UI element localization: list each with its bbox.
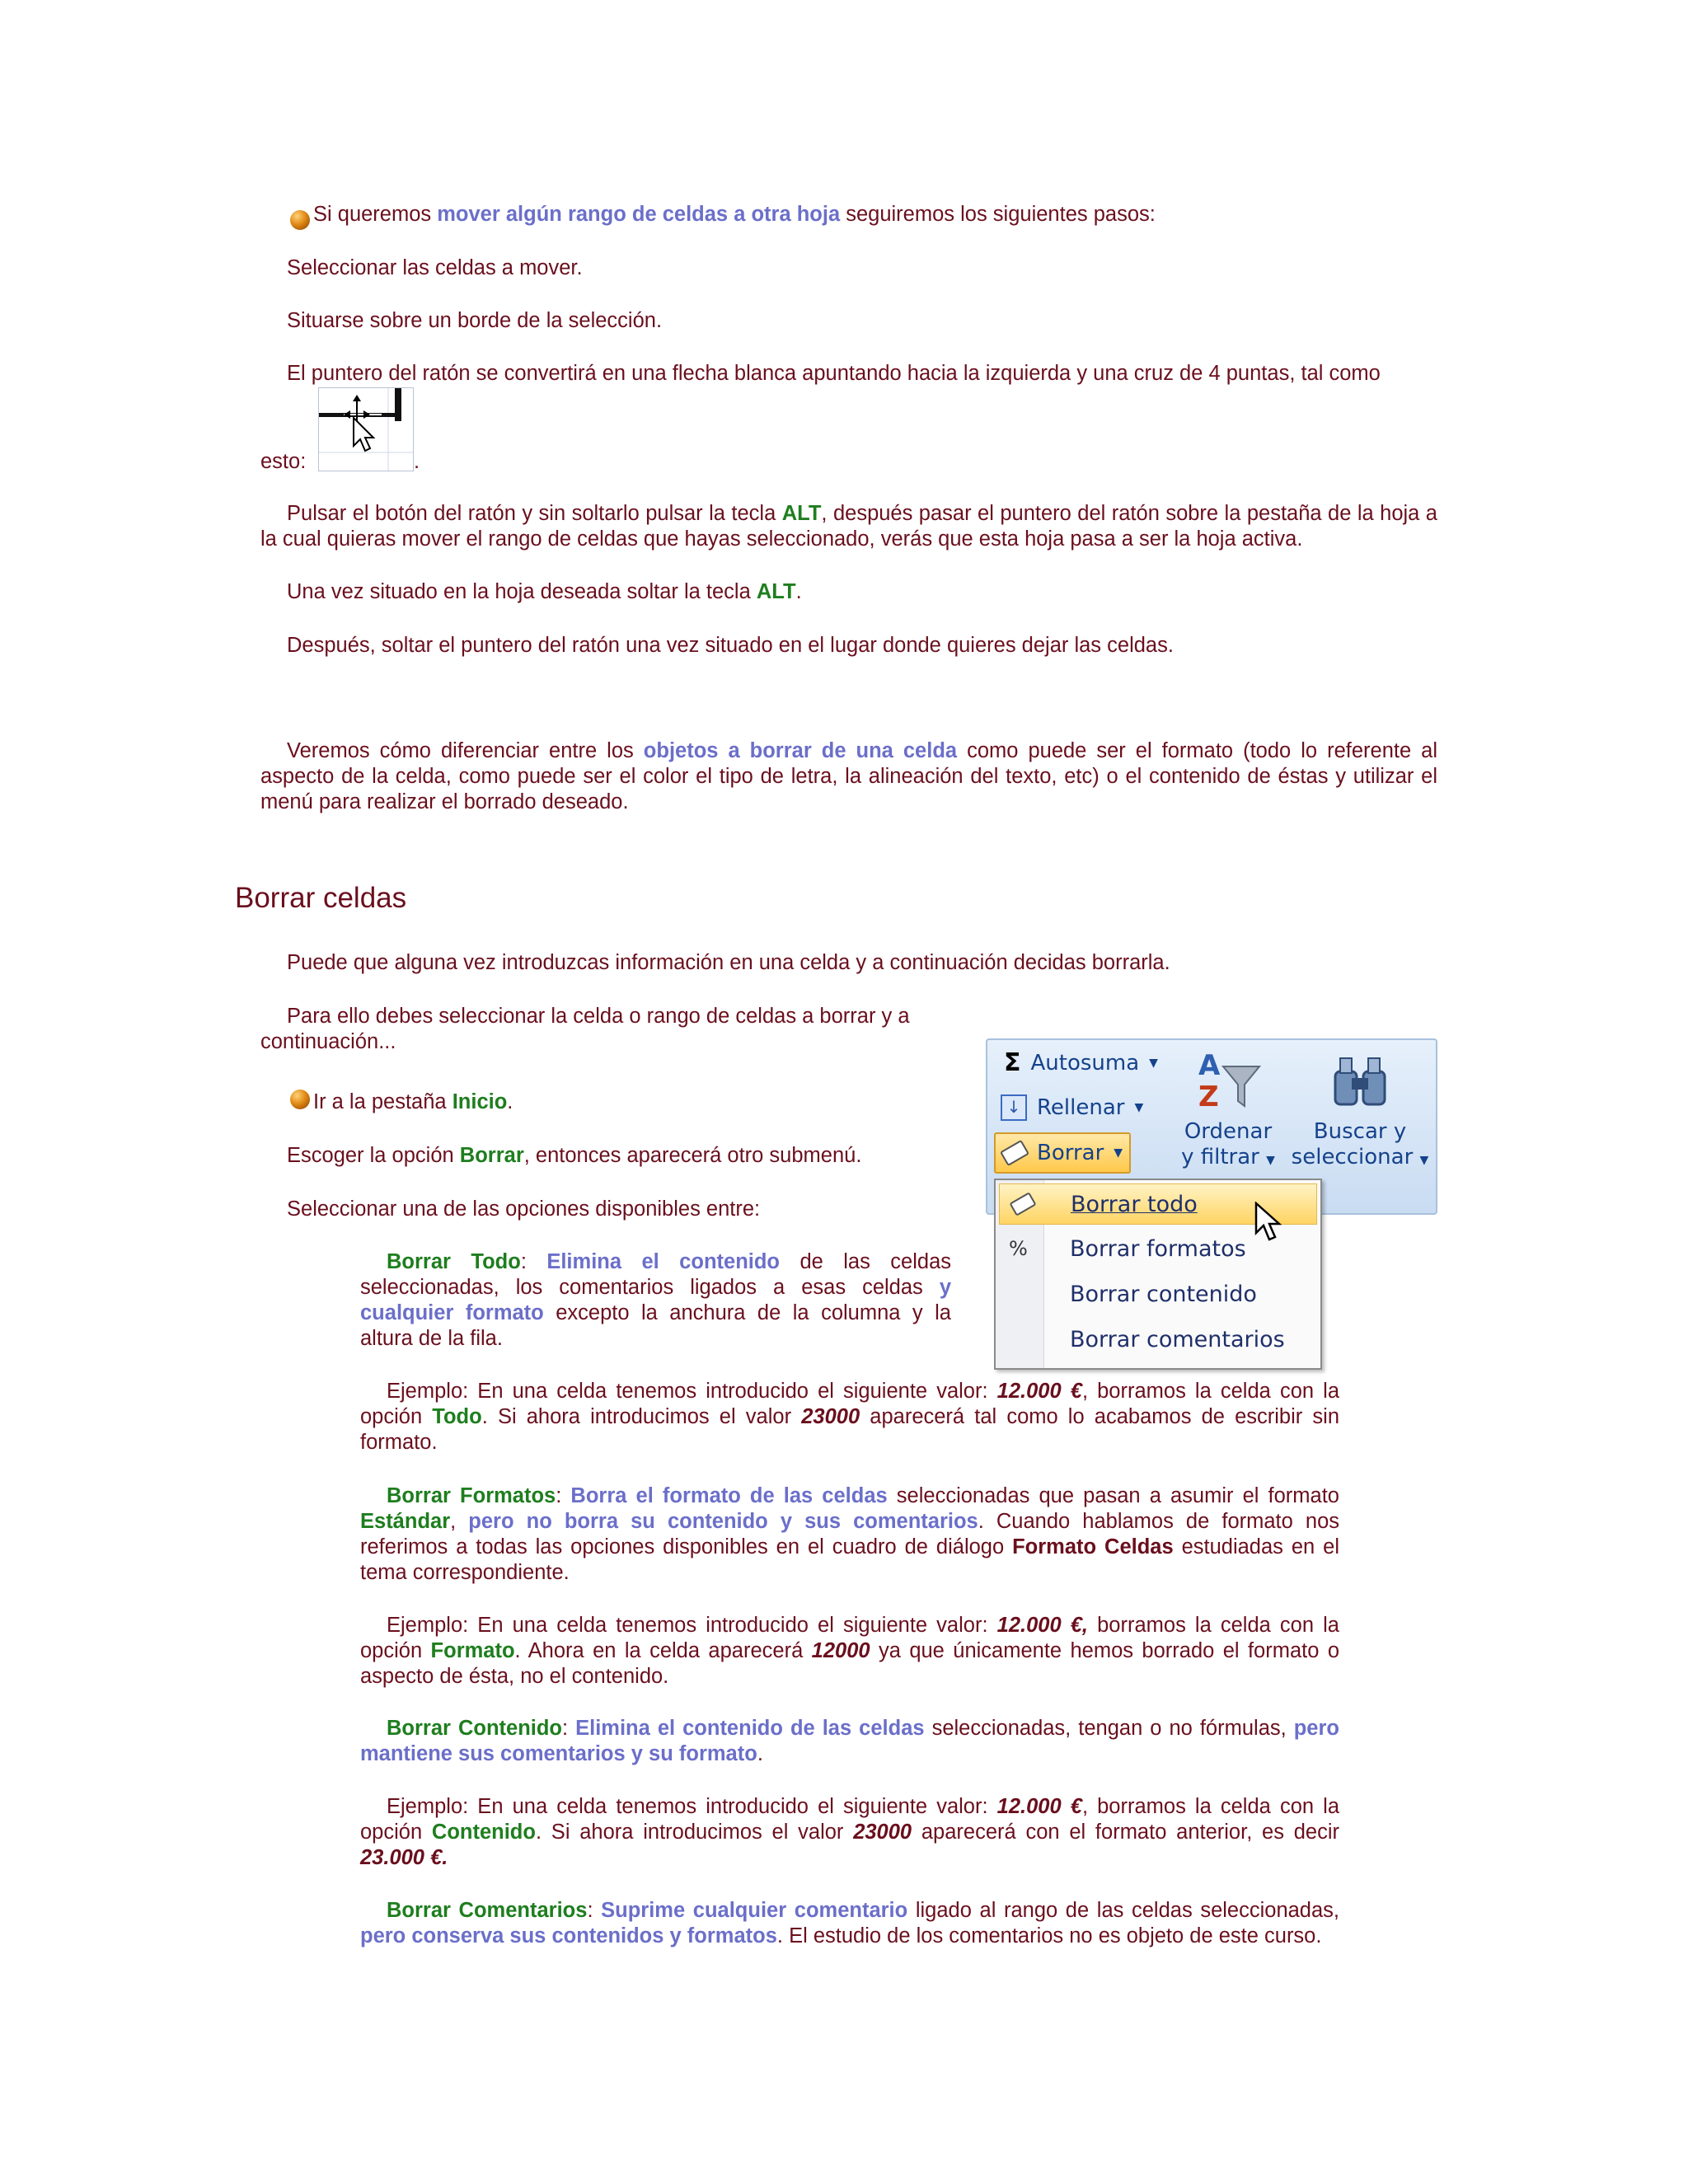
menu-item-borrar-contenido[interactable]: Borrar contenido (1070, 1281, 1257, 1307)
choose-options: Seleccionar una de las opciones disponibles entre: (287, 1197, 761, 1221)
choose-borrar-step: Escoger la opción Borrar, entonces aparecerá otro submenú. (287, 1144, 862, 1167)
tab-inicio-step: Ir a la pestaña Inicio. (290, 1090, 513, 1115)
borrar-todo-example: Ejemplo: En una celda tenemos introducido el siguiente valor: 12.000 €, borramos la celda con la opción Todo. Si ahora introducimos el valor 23000 aparecerá tal como lo acabamos de escribir sin formato. (360, 1380, 1340, 1454)
bullet-icon (290, 1090, 310, 1109)
step-release-alt: Una vez situado en la hoja deseada soltar la tecla ALT. (287, 580, 802, 603)
dropdown-arrow-icon: ▼ (1419, 1154, 1429, 1167)
objects-paragraph: Veremos cómo diferenciar entre los objetos a borrar de una celda como puede ser el formato (todo lo referente al aspecto de la celda, como puede ser el color el tipo de letra, la alineación del texto, etc) o el contenido de éstas y utilizar el menú para realizar el borrado deseado. (260, 739, 1438, 813)
fill-down-icon: ↓ (1001, 1094, 1027, 1121)
borrar-formatos-desc: Borrar Formatos: Borra el formato de las celdas seleccionadas que pasan a asumir el formato Estándar, pero no borra su contenido y sus comentarios. Cuando hablamos de formato nos referimos a todas las opciones disponibles en el cuadro de diálogo Formato Celdas estudiadas en el tema correspondiente. (360, 1484, 1339, 1584)
dropdown-arrow-icon: ▼ (1134, 1101, 1144, 1114)
menu-item-borrar-todo[interactable]: Borrar todo (999, 1183, 1317, 1225)
move-cursor-icon (319, 388, 413, 471)
borrar-dropdown-menu (994, 1179, 1322, 1370)
step-alt: Pulsar el botón del ratón y sin soltarlo pulsar la tecla ALT, después pasar el puntero del ratón sobre la pestaña de la hoja a la cual quieras mover el rango de celdas que hayas seleccionado, verás que esta hoja pasa a ser la hoja activa. (260, 502, 1437, 551)
ordenar-line2: y filtrar ▼ (1181, 1145, 1275, 1169)
mouse-pointer-icon (1254, 1202, 1282, 1243)
svg-text:A: A (1198, 1049, 1221, 1082)
sigma-icon: Σ (1004, 1048, 1021, 1077)
svg-text:Z: Z (1198, 1080, 1219, 1113)
bullet-icon (290, 210, 310, 230)
dropdown-arrow-icon: ▼ (1149, 1056, 1158, 1070)
section-heading: Borrar celdas (235, 882, 407, 914)
step-drop: Después, soltar el puntero del ratón una vez situado en el lugar donde quieres dejar las celdas. (287, 634, 1174, 657)
intro-move-paragraph: Si queremos mover algún rango de celdas a otra hoja seguiremos los siguientes pasos: (290, 202, 1156, 227)
borrar-comentarios-desc: Borrar Comentarios: Suprime cualquier comentario ligado al rango de las celdas seleccionadas, pero conserva sus contenidos y formatos. El estudio de los comentarios no es objeto de este curso. (360, 1899, 1340, 1947)
borrar-button[interactable]: Borrar ▼ (994, 1132, 1131, 1174)
eraser-icon (1000, 1140, 1029, 1166)
step-pointer: El puntero del ratón se convertirá en una flecha blanca apuntando hacia la izquierda y una cruz de 4 puntas, tal como (287, 362, 1381, 385)
autosuma-button[interactable]: Σ Autosuma ▼ (1004, 1048, 1158, 1077)
ordenar-filtrar-button[interactable]: A Z Ordenar y filtrar ▼ (1179, 1047, 1278, 1179)
step-pointer-cont: esto: (260, 450, 307, 473)
eraser-icon (1009, 1192, 1036, 1216)
borrar-formatos-example: Ejemplo: En una celda tenemos introducido el siguiente valor: 12.000 €, borramos la celda con la opción Formato. Ahora en la celda aparecerá 12000 ya que únicamente hemos borrado el formato o aspecto de ésta, no el contenido. (360, 1614, 1339, 1688)
clear-format-icon: % (1009, 1237, 1028, 1260)
menu-item-borrar-formatos[interactable]: % Borrar formatos (1009, 1235, 1246, 1262)
step-border: Situarse sobre un borde de la selección. (287, 309, 663, 332)
select-range: Para ello debes seleccionar la celda o rango de celdas a borrar y a continuación... (260, 1005, 910, 1053)
move-cursor-image (318, 387, 414, 471)
dropdown-arrow-icon: ▼ (1114, 1146, 1123, 1160)
intro-delete: Puede que alguna vez introduzcas información en una celda y a continuación decidas borrarla. (287, 951, 1170, 974)
menu-item-borrar-comentarios[interactable]: Borrar comentarios (1070, 1326, 1285, 1352)
binoculars-icon (1327, 1047, 1393, 1113)
borrar-contenido-desc: Borrar Contenido: Elimina el contenido de las celdas seleccionadas, tengan o no fórmulas, pero mantiene sus comentarios y su formato. (360, 1717, 1339, 1765)
sort-filter-icon (1195, 1047, 1261, 1113)
buscar-line2: seleccionar ▼ (1291, 1145, 1429, 1169)
buscar-seleccionar-button[interactable]: Buscar y seleccionar ▼ (1286, 1047, 1434, 1179)
step-select: Seleccionar las celdas a mover. (287, 256, 583, 279)
rellenar-button[interactable]: ↓ Rellenar ▼ (1001, 1094, 1143, 1121)
borrar-contenido-example: Ejemplo: En una celda tenemos introducido el siguiente valor: 12.000 €, borramos la celda con la opción Contenido. Si ahora introducimos el valor 23000 aparecerá con el formato anterior, es decir 23.000 €. (360, 1795, 1340, 1869)
borrar-todo-desc: Borrar Todo: Elimina el contenido de las celdas seleccionadas, los comentarios ligados a esas celdas y cualquier formato excepto la anchura de la columna y la altura de la fila. (360, 1250, 952, 1350)
dropdown-arrow-icon: ▼ (1266, 1154, 1275, 1167)
step-pointer-end: . (414, 450, 420, 473)
